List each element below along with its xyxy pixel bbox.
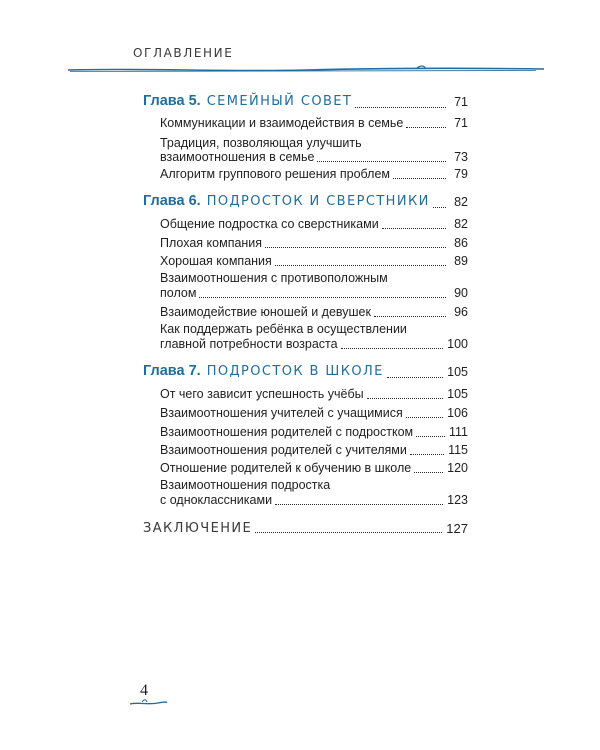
toc-entry-page: 106 bbox=[447, 406, 468, 420]
toc-entry-first-line: Как поддержать ребёнка в осуществлении bbox=[160, 322, 407, 336]
page-number: 4 bbox=[140, 682, 148, 699]
toc-entry-first-line: Традиция, позволяющая улучшить bbox=[160, 136, 362, 150]
toc-entry-page: 123 bbox=[447, 493, 468, 507]
dot-leader bbox=[416, 436, 445, 437]
toc-entry-page: 115 bbox=[448, 443, 468, 457]
toc-entry-label: Общение подростка со сверстниками bbox=[160, 217, 379, 231]
toc-entry[interactable] bbox=[160, 150, 468, 165]
dot-leader bbox=[410, 454, 444, 455]
dot-leader bbox=[433, 207, 446, 208]
toc-entry[interactable] bbox=[160, 387, 468, 402]
toc-entry-label: главной потребности возраста bbox=[160, 337, 338, 351]
chapter-5-entry[interactable] bbox=[143, 92, 468, 111]
dot-leader bbox=[382, 228, 446, 229]
toc-entry[interactable] bbox=[160, 337, 468, 352]
chapter-6-page: 82 bbox=[454, 195, 468, 209]
toc-entry-label: Взаимоотношения родителей с подростком bbox=[160, 425, 414, 439]
header-title: ОГЛАВЛЕНИЕ bbox=[133, 46, 234, 60]
chapter-7-label bbox=[143, 362, 384, 381]
toc-entry-label: Взаимоотношения родителей с учителями bbox=[160, 443, 407, 457]
dot-leader bbox=[275, 504, 443, 505]
dot-leader bbox=[374, 316, 446, 317]
chapter-6-word: Глава 6. bbox=[143, 193, 201, 209]
toc-entry-page: 105 bbox=[447, 387, 468, 401]
chapter-7-page: 105 bbox=[447, 365, 468, 379]
dot-leader bbox=[255, 532, 442, 533]
toc-entry[interactable] bbox=[160, 425, 468, 440]
toc-entry-label: Взаимодействие юношей и девушек bbox=[160, 305, 371, 319]
conclusion-entry[interactable] bbox=[143, 521, 468, 536]
chapter-7-title: ПОДРОСТОК В ШКОЛЕ bbox=[206, 364, 384, 379]
dot-leader bbox=[341, 348, 444, 349]
toc-entry-label: Взаимоотношения учителей с учащимися bbox=[160, 406, 403, 420]
toc-entry-page: 79 bbox=[454, 167, 468, 181]
toc-entry-label: Хорошая компания bbox=[160, 254, 272, 268]
toc-entry-label: полом bbox=[160, 286, 197, 300]
toc-entry-label: Плохая компания bbox=[160, 236, 263, 250]
toc-entry-first-line: Взаимоотношения с противоположным bbox=[160, 271, 388, 285]
toc-entry-first-line: Взаимоотношения подростка bbox=[160, 478, 331, 492]
toc-entry[interactable] bbox=[160, 406, 468, 421]
chapter-6-entry[interactable] bbox=[143, 192, 468, 211]
toc-entry-page: 86 bbox=[454, 236, 468, 250]
toc-entry-page: 71 bbox=[454, 116, 468, 130]
dot-leader bbox=[367, 398, 444, 399]
toc-entry[interactable] bbox=[160, 254, 468, 269]
chapter-7-entry[interactable] bbox=[143, 362, 468, 381]
toc-entry[interactable] bbox=[160, 493, 468, 508]
toc-entry[interactable] bbox=[160, 305, 468, 320]
chapter-7-word: Глава 7. bbox=[143, 363, 201, 379]
dot-leader bbox=[265, 247, 446, 248]
toc-entry[interactable] bbox=[160, 461, 468, 476]
toc-entry-label: От чего зависит успешность учёбы bbox=[160, 387, 364, 401]
toc-entry-page: 120 bbox=[447, 461, 468, 475]
toc-entry-page: 111 bbox=[448, 425, 468, 439]
footer-swash bbox=[128, 698, 168, 708]
chapter-5-word: Глава 5. bbox=[143, 93, 201, 109]
dot-leader bbox=[317, 161, 446, 162]
toc-entry[interactable] bbox=[160, 236, 468, 251]
chapter-5-label bbox=[143, 92, 352, 111]
toc-entry-page: 90 bbox=[454, 286, 468, 300]
toc-entry-page: 96 bbox=[454, 305, 468, 319]
chapter-6-title: ПОДРОСТОК И СВЕРСТНИКИ bbox=[206, 194, 430, 209]
toc-entry-page: 82 bbox=[454, 217, 468, 231]
toc-entry[interactable] bbox=[160, 286, 468, 301]
toc-entry[interactable] bbox=[160, 167, 468, 182]
toc-entry[interactable] bbox=[160, 443, 468, 458]
toc-entry-label: Отношение родителей к обучению в школе bbox=[160, 461, 412, 475]
dot-leader bbox=[393, 178, 446, 179]
toc-entry-label: взаимоотношения в семье bbox=[160, 150, 315, 164]
dot-leader bbox=[199, 297, 446, 298]
conclusion-label: ЗАКЛЮЧЕНИЕ bbox=[143, 521, 253, 536]
toc-entry-label: с одноклассниками bbox=[160, 493, 273, 507]
dot-leader bbox=[406, 127, 446, 128]
dot-leader bbox=[275, 265, 446, 266]
toc-entry-label: Коммуникации и взаимодействия в семье bbox=[160, 116, 404, 130]
conclusion-page: 127 bbox=[446, 521, 468, 536]
dot-leader bbox=[406, 417, 443, 418]
toc-entry-page: 73 bbox=[454, 150, 468, 164]
toc-entry-label: Алгоритм группового решения проблем bbox=[160, 167, 390, 181]
chapter-5-page: 71 bbox=[454, 95, 468, 109]
chapter-5-title: СЕМЕЙНЫЙ СОВЕТ bbox=[206, 94, 353, 109]
chapter-6-label bbox=[143, 192, 430, 211]
toc-entry[interactable] bbox=[160, 116, 468, 131]
dot-leader bbox=[387, 377, 443, 378]
toc-entry-page: 100 bbox=[447, 337, 468, 351]
toc-entry-page: 89 bbox=[454, 254, 468, 268]
dot-leader bbox=[414, 472, 443, 473]
dot-leader bbox=[355, 107, 446, 108]
toc-entry[interactable] bbox=[160, 217, 468, 232]
